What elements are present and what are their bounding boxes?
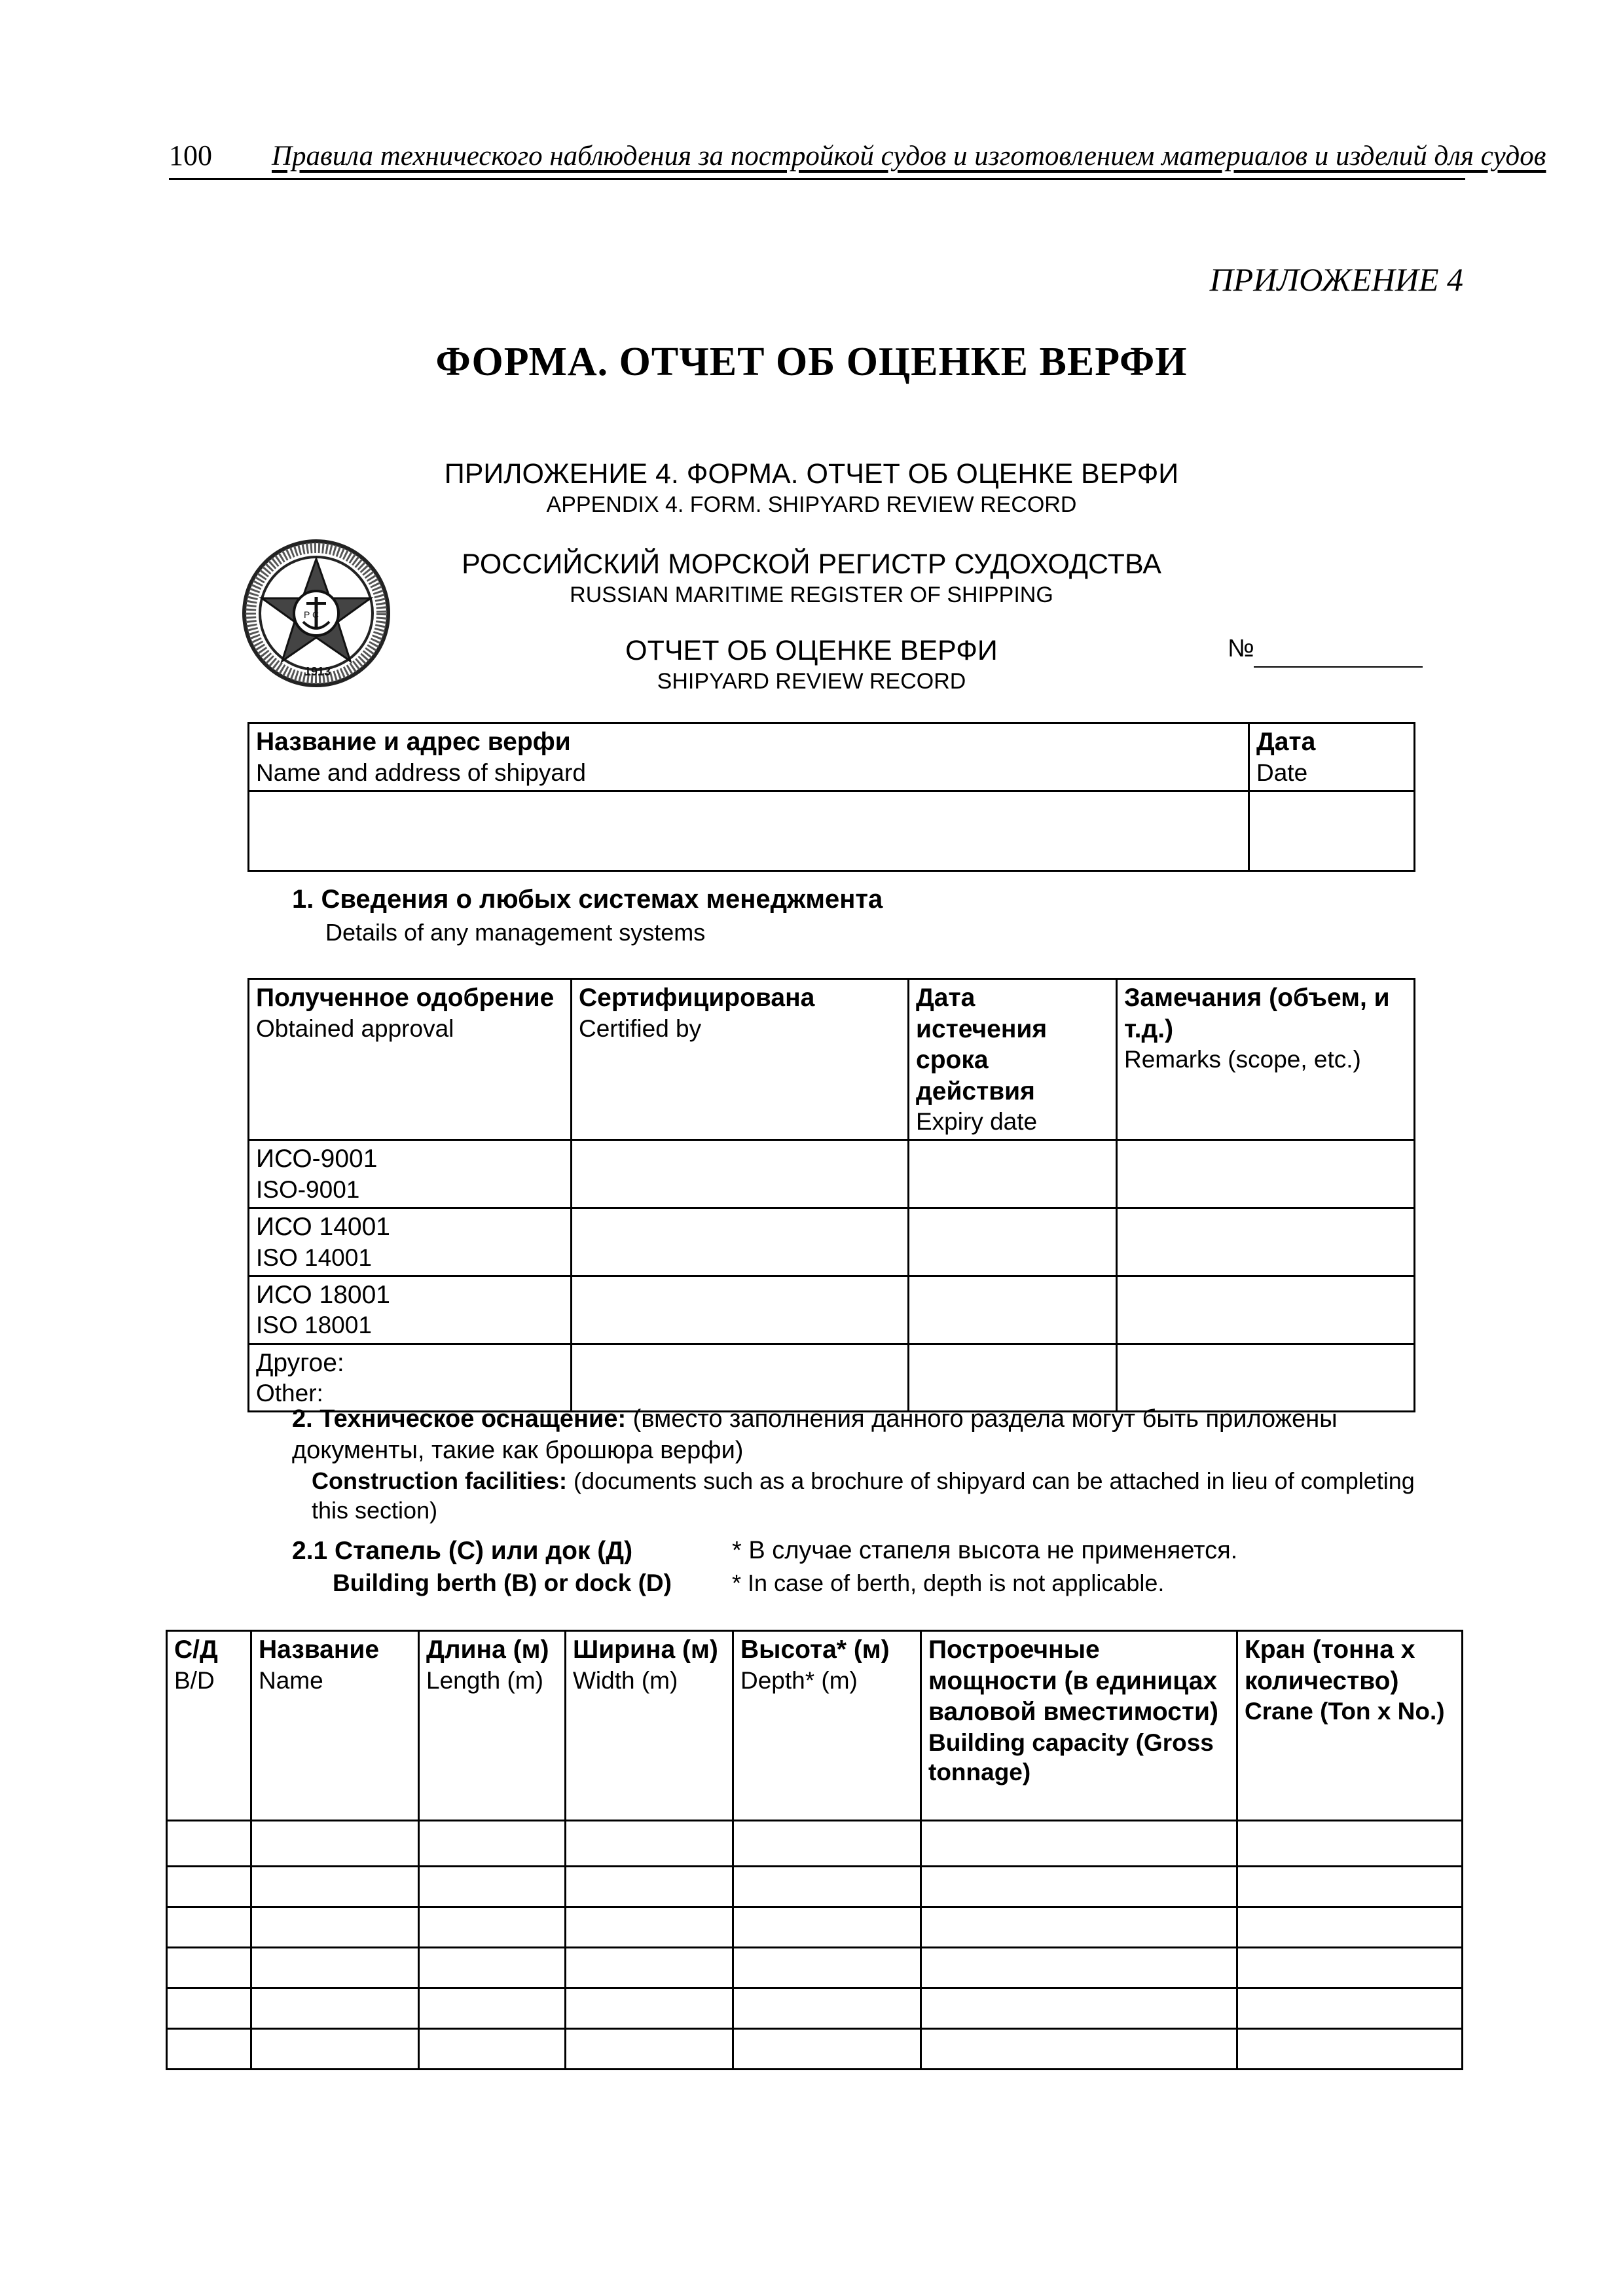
table-row	[249, 1344, 1415, 1412]
ms-header-certified	[572, 979, 909, 1140]
section2-note-en: (documents such as a brochure of shipyard can be attached in lieu of completing this section)	[312, 1467, 1415, 1524]
table-row	[167, 1907, 1463, 1948]
appendix-label: ПРИЛОЖЕНИЕ 4	[1209, 261, 1463, 298]
table-cell[interactable]	[572, 1344, 909, 1412]
ms-header-approval-ru: Полученное одобрение	[256, 984, 555, 1012]
bd-header-type-en: B/D	[174, 1666, 215, 1694]
register-name-en: RUSSIAN MARITIME REGISTER OF SHIPPING	[570, 583, 1053, 607]
ms-row-label-en: ISO-9001	[256, 1176, 360, 1204]
table-cell[interactable]	[1117, 1276, 1415, 1344]
section2-note-ru: (вместо заполнения данного раздела могут быть приложены документы, такие как брошюра верфи)	[292, 1405, 1338, 1464]
table-cell[interactable]	[572, 1208, 909, 1276]
bd-header-length-ru: Длина (м)	[426, 1636, 549, 1664]
table-cell[interactable]	[1117, 1208, 1415, 1276]
berth-dock-table	[166, 1630, 1463, 2070]
ms-row-label	[249, 1140, 572, 1208]
ms-row-label-ru: ИСО 18001	[256, 1280, 390, 1309]
bd-header-crane-ru: Кран (тонна х количество)	[1245, 1636, 1415, 1695]
bd-header-crane-en: Crane (Ton x No.)	[1245, 1698, 1445, 1725]
ms-header-approval-en: Obtained approval	[256, 1014, 454, 1042]
table-cell[interactable]	[921, 1821, 1237, 1867]
bd-header-name-en: Name	[259, 1666, 323, 1694]
form-title-en: APPENDIX 4. FORM. SHIPYARD REVIEW RECORD	[546, 492, 1077, 517]
seal-year: 1913	[304, 665, 331, 678]
shipyard-date-field[interactable]	[1249, 791, 1415, 870]
section21-title-en: Building berth (B) or dock (D)	[333, 1570, 672, 1596]
table-cell[interactable]	[1237, 1988, 1463, 2029]
record-title-ru: ОТЧЕТ ОБ ОЦЕНКЕ ВЕРФИ	[625, 635, 998, 666]
section2-description	[292, 1404, 1418, 1525]
seal-letters: P C	[304, 609, 319, 620]
table-cell[interactable]	[566, 1907, 733, 1948]
shipyard-date-ru: Дата	[1256, 728, 1316, 756]
table-cell[interactable]	[167, 1948, 251, 1988]
table-cell[interactable]	[251, 1988, 419, 2029]
ms-row-label	[249, 1344, 572, 1412]
header-rule	[169, 178, 1465, 180]
table-cell[interactable]	[921, 1988, 1237, 2029]
table-cell[interactable]	[733, 1948, 921, 1988]
bd-header-depth-ru: Высота* (м)	[740, 1636, 890, 1664]
running-title: Правила технического наблюдения за постройкой судов и изготовлением материалов и изделий для судов	[272, 141, 1546, 171]
bd-header-length	[419, 1631, 566, 1821]
table-cell[interactable]	[572, 1276, 909, 1344]
main-title: ФОРМА. ОТЧЕТ ОБ ОЦЕНКЕ ВЕРФИ	[435, 340, 1188, 384]
table-cell[interactable]	[566, 1821, 733, 1867]
table-cell[interactable]	[921, 2029, 1237, 2070]
table-cell[interactable]	[566, 1867, 733, 1907]
table-cell[interactable]	[251, 1948, 419, 1988]
bd-header-capacity-ru: Построечные мощности (в единицах валовой вместимости)	[928, 1636, 1218, 1727]
table-row	[167, 1821, 1463, 1867]
bd-header-width	[566, 1631, 733, 1821]
shipyard-name-header	[249, 723, 1249, 791]
table-row	[167, 2029, 1463, 2070]
section21-title-ru: 2.1 Стапель (С) или док (Д)	[292, 1537, 633, 1565]
ms-header-certified-ru: Сертифицирована	[579, 984, 815, 1012]
section21-note-en: * In case of berth, depth is not applicable.	[732, 1570, 1165, 1596]
table-cell[interactable]	[251, 1907, 419, 1948]
bd-header-width-en: Width (m)	[573, 1666, 678, 1694]
table-row	[167, 1867, 1463, 1907]
table-cell[interactable]	[909, 1344, 1117, 1412]
ms-header-approval	[249, 979, 572, 1140]
table-cell[interactable]	[909, 1140, 1117, 1208]
bd-header-name	[251, 1631, 419, 1821]
section2-title-en: Construction facilities:	[312, 1467, 568, 1494]
ms-header-remarks	[1117, 979, 1415, 1140]
section2-text-ru	[292, 1404, 1418, 1466]
bd-header-length-en: Length (m)	[426, 1666, 543, 1694]
bd-header-depth-en: Depth* (m)	[740, 1666, 858, 1694]
management-systems-table	[247, 978, 1415, 1412]
ms-header-remarks-ru: Замечания (объем, и т.д.)	[1124, 984, 1390, 1043]
record-number-field[interactable]	[1254, 666, 1423, 668]
record-title-en: SHIPYARD REVIEW RECORD	[657, 669, 966, 694]
table-cell[interactable]	[733, 1821, 921, 1867]
ms-row-label	[249, 1208, 572, 1276]
table-row	[167, 1988, 1463, 2029]
register-seal-icon	[241, 538, 392, 689]
register-name-ru: РОССИЙСКИЙ МОРСКОЙ РЕГИСТР СУДОХОДСТВА	[462, 548, 1161, 580]
bd-header-type	[167, 1631, 251, 1821]
ms-row-label-ru: ИСО-9001	[256, 1145, 378, 1174]
table-cell[interactable]	[167, 1867, 251, 1907]
table-cell[interactable]	[1237, 1948, 1463, 1988]
table-cell[interactable]	[733, 2029, 921, 2070]
table-cell[interactable]	[1237, 1867, 1463, 1907]
table-cell[interactable]	[419, 2029, 566, 2070]
table-cell[interactable]	[921, 1948, 1237, 1988]
table-cell[interactable]	[167, 1907, 251, 1948]
table-cell[interactable]	[733, 1988, 921, 2029]
table-cell[interactable]	[909, 1208, 1117, 1276]
shipyard-info-table	[247, 722, 1415, 872]
shipyard-name-field[interactable]	[249, 791, 1249, 870]
shipyard-name-en: Name and address of shipyard	[256, 759, 586, 786]
table-cell[interactable]	[921, 1907, 1237, 1948]
table-cell[interactable]	[167, 2029, 251, 2070]
record-number-label: №	[1228, 635, 1254, 662]
table-cell[interactable]	[909, 1276, 1117, 1344]
table-cell[interactable]	[733, 1907, 921, 1948]
ms-header-remarks-en: Remarks (scope, etc.)	[1124, 1046, 1361, 1073]
table-cell[interactable]	[251, 1867, 419, 1907]
table-cell[interactable]	[566, 1988, 733, 2029]
table-cell[interactable]	[566, 2029, 733, 2070]
table-cell[interactable]	[1237, 1821, 1463, 1867]
section1-title-ru: 1. Сведения о любых системах менеджмента	[292, 885, 883, 914]
ms-header-certified-en: Certified by	[579, 1014, 702, 1042]
ms-row-label-en: ISO 18001	[256, 1312, 372, 1339]
form-title-ru: ПРИЛОЖЕНИЕ 4. ФОРМА. ОТЧЕТ ОБ ОЦЕНКЕ ВЕРФИ	[444, 458, 1179, 490]
table-cell[interactable]	[419, 1907, 566, 1948]
shipyard-name-ru: Название и адрес верфи	[256, 728, 571, 756]
section21-note-ru: * В случае стапеля высота не применяется.	[732, 1537, 1238, 1564]
table-cell[interactable]	[921, 1867, 1237, 1907]
table-cell[interactable]	[1117, 1344, 1415, 1412]
ms-header-expiry-ru: Дата истечения срока действия	[916, 984, 1048, 1105]
ms-row-label-en: ISO 14001	[256, 1244, 372, 1271]
shipyard-date-header	[1249, 723, 1415, 791]
bd-header-name-ru: Название	[259, 1636, 380, 1664]
table-cell[interactable]	[419, 1867, 566, 1907]
table-cell[interactable]	[566, 1948, 733, 1988]
table-cell[interactable]	[251, 2029, 419, 2070]
table-row	[249, 1208, 1415, 1276]
ms-header-expiry	[909, 979, 1117, 1140]
page-number: 100	[169, 139, 212, 171]
table-cell[interactable]	[572, 1140, 909, 1208]
bd-header-width-ru: Ширина (м)	[573, 1636, 718, 1664]
table-cell[interactable]	[733, 1867, 921, 1907]
table-cell[interactable]	[419, 1821, 566, 1867]
ms-row-label	[249, 1276, 572, 1344]
ms-row-label-en: Other:	[256, 1380, 323, 1407]
table-row	[249, 1276, 1415, 1344]
table-cell[interactable]	[1237, 2029, 1463, 2070]
ms-row-label-ru: ИСО 14001	[256, 1213, 390, 1242]
table-cell[interactable]	[1237, 1907, 1463, 1948]
table-cell[interactable]	[167, 1988, 251, 2029]
table-cell[interactable]	[1117, 1140, 1415, 1208]
bd-header-capacity	[921, 1631, 1237, 1821]
bd-header-crane	[1237, 1631, 1463, 1821]
table-row	[167, 1948, 1463, 1988]
ms-row-label-ru: Другое:	[256, 1348, 344, 1377]
table-row	[249, 1140, 1415, 1208]
table-cell[interactable]	[419, 1948, 566, 1988]
table-cell[interactable]	[251, 1821, 419, 1867]
bd-header-depth	[733, 1631, 921, 1821]
table-cell[interactable]	[167, 1821, 251, 1867]
section2-text-en	[292, 1466, 1418, 1525]
section2-title-ru: 2. Техническое оснащение:	[292, 1405, 627, 1433]
bd-header-capacity-en: Building capacity (Gross tonnage)	[928, 1729, 1214, 1785]
shipyard-date-en: Date	[1256, 759, 1308, 786]
ms-header-expiry-en: Expiry date	[916, 1108, 1038, 1136]
section1-title-en: Details of any management systems	[325, 919, 706, 946]
table-cell[interactable]	[419, 1988, 566, 2029]
bd-header-type-ru: С/Д	[174, 1636, 218, 1664]
